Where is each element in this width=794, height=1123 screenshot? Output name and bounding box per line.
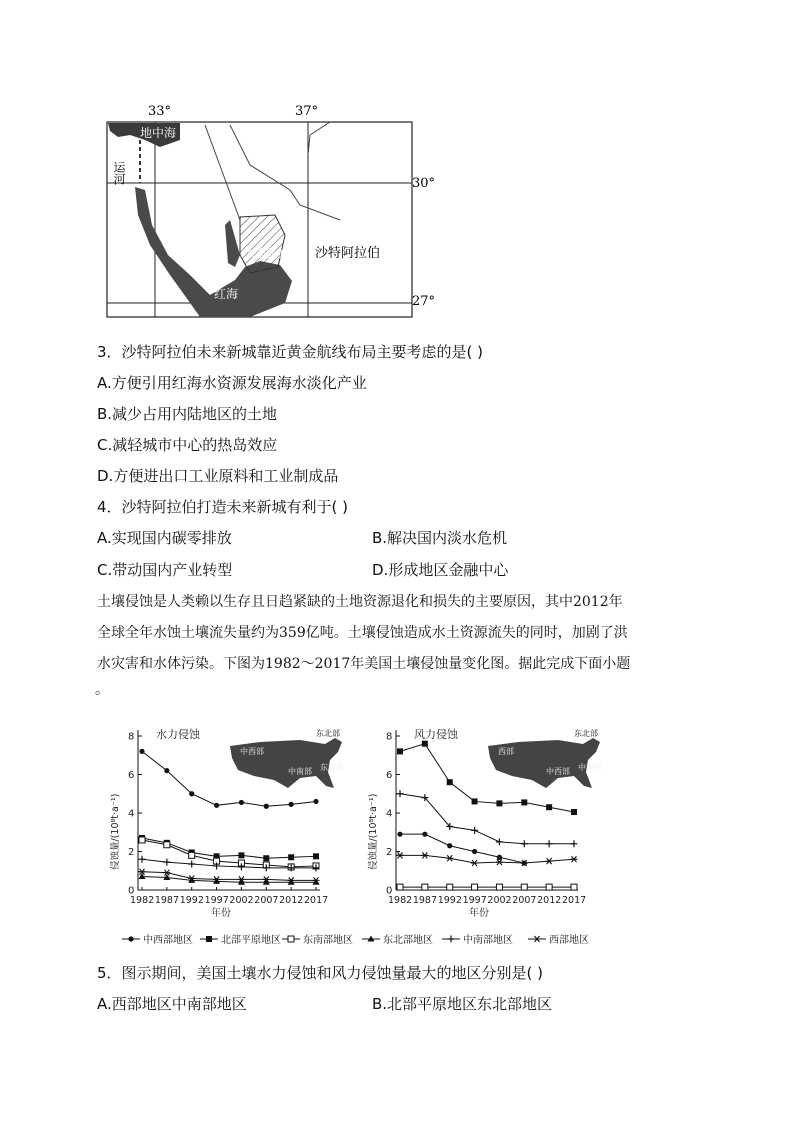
data-point: [447, 843, 452, 848]
y-tick-label: 0: [386, 885, 393, 897]
lat-label-27: 27°: [412, 294, 436, 309]
legend-label: 中西部地区: [143, 935, 193, 946]
q3-option-b[interactable]: B.减少占用内陆地区的土地: [97, 405, 278, 423]
x-tick-label: 2017: [304, 895, 329, 906]
data-point: [238, 852, 244, 858]
data-point: [422, 884, 428, 890]
x-tick-label: 2007: [254, 895, 279, 906]
data-point: [571, 809, 577, 815]
inset-region-label: 西部: [498, 747, 514, 756]
passage-line: 水灾害和水体污染。下图为1982～2017年美国土壤侵蚀量变化图。据此完成下面小题: [97, 656, 631, 672]
x-tick-label: 1987: [412, 895, 438, 906]
y-tick-label: 8: [128, 731, 135, 743]
data-point: [239, 800, 244, 805]
data-point: [397, 884, 403, 890]
data-point: [164, 768, 169, 773]
y-tick-label: 0: [128, 885, 135, 897]
q3-option-a[interactable]: A.方便引用红海水资源发展海水淡化产业: [97, 374, 367, 392]
x-tick-label: 2012: [279, 895, 304, 906]
passage-line: 土壤侵蚀是人类赖以生存且日趋紧缺的土地资源退化和损失的主要原因，其中2012年: [97, 594, 623, 610]
question-4-stem: 4．沙特阿拉伯打造未来新城有利于( ): [97, 498, 349, 516]
legend-marker: [448, 936, 455, 943]
data-point: [397, 748, 403, 754]
q5-option-a[interactable]: A.西部地区中南部地区: [97, 995, 247, 1013]
passage-line: 。: [95, 682, 109, 698]
x-tick-label: 1997: [462, 895, 487, 906]
y-tick-label: 6: [128, 770, 135, 781]
lon-label-33: 33°: [148, 104, 172, 119]
saudi-label: 沙特阿拉伯: [315, 246, 381, 261]
data-point: [188, 861, 195, 868]
legend-label: 中南部地区: [463, 935, 513, 946]
border-line: [230, 125, 340, 220]
x-tick-label: 1992: [179, 895, 204, 906]
data-point: [571, 856, 578, 862]
gulf-of-aqaba: [225, 220, 240, 267]
y-tick-label: 6: [386, 770, 393, 781]
y-tick-label: 2: [386, 847, 393, 858]
usa-inset-map: [230, 728, 344, 788]
data-point: [471, 860, 478, 866]
data-point: [422, 832, 427, 837]
data-point: [446, 855, 453, 861]
data-point: [472, 884, 478, 890]
series: [397, 884, 577, 890]
data-point: [313, 799, 318, 804]
inset-region-label: 东北部: [574, 729, 598, 738]
border-line: [205, 125, 240, 220]
x-tick-label: 2017: [562, 895, 587, 906]
legend-marker: [206, 936, 212, 942]
q4-option-d[interactable]: D.形成地区金融中心: [372, 561, 509, 579]
data-point: [521, 884, 527, 890]
question-3-stem: 3．沙特阿拉伯未来新城靠近黄金航线布局主要考虑的是( ): [97, 343, 484, 361]
y-tick-label: 2: [128, 847, 135, 858]
q4-option-a[interactable]: A.实现国内碳零排放: [97, 529, 232, 547]
data-point: [214, 803, 219, 808]
data-point: [397, 790, 404, 797]
data-point: [546, 884, 552, 890]
lon-label-37: 37°: [295, 104, 319, 119]
data-point: [546, 840, 553, 847]
data-point: [496, 884, 502, 890]
x-axis-label: 年份: [211, 908, 231, 919]
q5-option-b[interactable]: B.北部平原地区东北部地区: [372, 995, 553, 1013]
legend-item: [442, 933, 513, 946]
data-point: [288, 879, 295, 885]
inset-region-label: 中南部: [288, 767, 312, 776]
new-city-label: 未来新城: [244, 247, 288, 260]
data-point: [546, 804, 552, 810]
new-city-area: [240, 215, 285, 273]
data-point: [139, 856, 146, 863]
legend-label: 北部平原地区: [221, 935, 281, 946]
data-point: [571, 884, 577, 890]
data-point: [472, 798, 478, 804]
data-point: [422, 741, 428, 747]
inset-region-label: 中西部: [240, 747, 264, 756]
x-tick-label: 2012: [537, 895, 562, 906]
erosion-charts: [110, 718, 640, 950]
data-point: [546, 858, 553, 864]
legend-marker: [128, 936, 133, 941]
data-point: [313, 853, 319, 859]
data-point: [263, 855, 269, 861]
x-tick-label: 2007: [512, 895, 537, 906]
legend-item: [528, 933, 589, 946]
red-sea-label: 红海: [214, 287, 239, 301]
inset-region-label: 东北部: [316, 729, 340, 738]
data-point: [189, 791, 194, 796]
legend-item: [122, 933, 193, 946]
x-tick-label: 2002: [229, 895, 254, 906]
data-point: [264, 804, 269, 809]
data-point: [139, 837, 145, 843]
y-axis-label: 侵蚀量/(10⁸t·a⁻¹): [110, 793, 121, 870]
lat-label-30: 30°: [412, 176, 436, 191]
chart-title: 风力侵蚀: [414, 728, 458, 741]
data-point: [472, 849, 477, 854]
data-point: [397, 832, 402, 837]
data-point: [496, 838, 503, 845]
data-point: [421, 852, 428, 858]
passage-line: 全球全年水蚀土壤流失量约为359亿吨。土壤侵蚀造成水土资源流失的同时，加剧了洪: [97, 625, 628, 641]
chart-title: 水力侵蚀: [156, 728, 200, 741]
series: [139, 837, 319, 870]
data-point: [571, 840, 578, 847]
series: [397, 790, 578, 847]
legend-label: 东南部地区: [303, 935, 353, 946]
y-tick-label: 4: [128, 808, 135, 820]
data-point: [313, 879, 320, 885]
data-point: [496, 859, 503, 865]
data-point: [139, 749, 144, 754]
mediterranean-label: 地中海: [140, 126, 177, 140]
data-point: [288, 854, 294, 860]
saudi-map: [100, 95, 440, 325]
data-point: [521, 840, 528, 847]
q4-option-b[interactable]: B.解决国内淡水危机: [372, 529, 508, 547]
inset-region-label: 中南部: [578, 763, 602, 772]
legend-item: [200, 933, 281, 946]
data-point: [164, 842, 170, 848]
y-tick-label: 4: [386, 808, 393, 820]
x-tick-label: 1982: [388, 895, 413, 906]
inset-region-label: 东南部: [320, 763, 344, 772]
data-point: [163, 859, 170, 866]
legend-marker: [288, 936, 294, 942]
data-point: [447, 779, 453, 785]
x-tick-label: 1987: [154, 895, 180, 906]
inset-region-label: 中西部: [546, 767, 570, 776]
data-point: [397, 852, 404, 858]
x-tick-label: 1982: [130, 895, 155, 906]
legend-label: 东北部地区: [383, 935, 433, 946]
series-line: [400, 834, 524, 863]
legend-item: [362, 933, 433, 946]
data-point: [447, 884, 453, 890]
data-point: [289, 802, 294, 807]
q4-option-c[interactable]: C.带动国内产业转型: [97, 561, 233, 579]
data-point: [189, 852, 195, 858]
canal-label: 运河: [112, 161, 126, 185]
legend-item: [282, 933, 353, 946]
data-point: [496, 800, 502, 806]
x-axis-label: 年份: [469, 908, 489, 919]
legend-label: 西部地区: [549, 935, 589, 946]
data-point: [521, 799, 527, 805]
border-line: [308, 122, 330, 155]
q3-option-c[interactable]: C.减轻城市中心的热岛效应: [97, 436, 278, 454]
y-tick-label: 8: [386, 731, 393, 743]
x-tick-label: 2002: [487, 895, 512, 906]
usa-inset-map: [488, 728, 602, 788]
question-5-stem: 5．图示期间，美国土壤水力侵蚀和风力侵蚀量最大的地区分别是( ): [97, 964, 544, 982]
x-tick-label: 1997: [204, 895, 229, 906]
legend-marker: [534, 936, 541, 942]
data-point: [471, 827, 478, 834]
q3-option-d[interactable]: D.方便进出口工业原料和工业制成品: [97, 467, 339, 485]
x-tick-label: 1992: [437, 895, 462, 906]
y-axis-label: 侵蚀量/(10⁸t·a⁻¹): [368, 793, 379, 870]
